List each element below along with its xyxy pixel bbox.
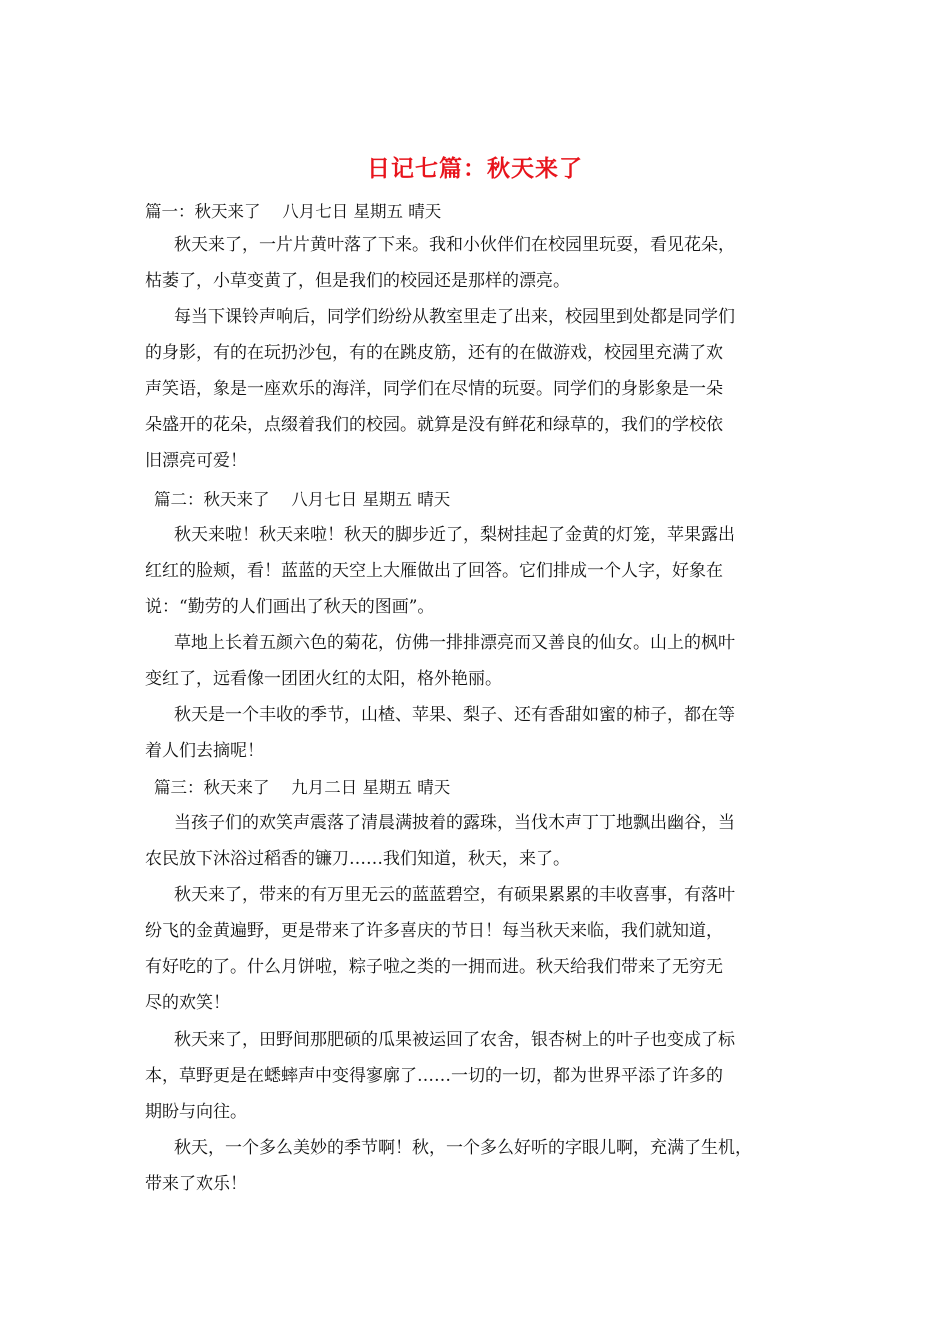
- section-1-line-5: 声笑语，象是一座欢乐的海洋，同学们在尽情的玩耍。同学们的身影象是一朵: [145, 379, 723, 399]
- section-2-line-1: 秋天来啦！秋天来啦！秋天的脚步近了，梨树挂起了金黄的灯笼，苹果露出: [174, 525, 735, 545]
- section-1-line-2: 枯萎了，小草变黄了，但是我们的校园还是那样的漂亮。: [145, 271, 570, 291]
- section-2-line-6: 秋天是一个丰收的季节，山楂、苹果、梨子、还有香甜如蜜的柿子，都在等: [174, 705, 735, 725]
- section-1-line-7: 旧漂亮可爱！: [145, 451, 247, 471]
- section-3-line-2: 农民放下沐浴过稻香的镰刀……我们知道，秋天，来了。: [145, 849, 570, 869]
- section-2-heading: 篇二：秋天来了 八月七日 星期五 晴天: [154, 490, 451, 509]
- section-3-line-11: 带来了欢乐！: [145, 1174, 247, 1194]
- section-3-line-8: 本，草野更是在蟋蟀声中变得寥廓了……一切的一切，都为世界平添了许多的: [145, 1066, 723, 1086]
- section-3-heading: 篇三：秋天来了 九月二日 星期五 晴天: [154, 778, 451, 797]
- section-1-line-4: 的身影，有的在玩扔沙包，有的在跳皮筋，还有的在做游戏，校园里充满了欢: [145, 343, 723, 363]
- section-3-line-9: 期盼与向往。: [145, 1102, 247, 1122]
- section-3-line-1: 当孩子们的欢笑声震落了清晨满披着的露珠，当伐木声丁丁地飘出幽谷，当: [174, 813, 735, 833]
- section-3-line-10: 秋天，一个多么美妙的季节啊！秋，一个多么好听的字眼儿啊，充满了生机，: [174, 1138, 752, 1158]
- section-3-line-7: 秋天来了，田野间那肥硕的瓜果被运回了农舍，银杏树上的叶子也变成了标: [174, 1030, 735, 1050]
- section-1-line-3: 每当下课铃声响后，同学们纷纷从教室里走了出来，校园里到处都是同学们: [174, 307, 735, 327]
- section-3-line-3: 秋天来了，带来的有万里无云的蓝蓝碧空，有硕果累累的丰收喜事，有落叶: [174, 885, 735, 905]
- section-1-line-6: 朵盛开的花朵，点缀着我们的校园。就算是没有鲜花和绿草的，我们的学校依: [145, 415, 723, 435]
- section-2-line-7: 着人们去摘呢！: [145, 741, 264, 761]
- section-3-line-6: 尽的欢笑！: [145, 993, 230, 1013]
- section-2-line-3: 说：“勤劳的人们画出了秋天的图画”。: [145, 597, 435, 617]
- section-2-line-4: 草地上长着五颜六色的菊花，仿佛一排排漂亮而又善良的仙女。山上的枫叶: [174, 633, 735, 653]
- document-title: 日记七篇：秋天来了: [367, 156, 583, 182]
- section-2-line-5: 变红了，远看像一团团火红的太阳，格外艳丽。: [145, 669, 502, 689]
- section-3-line-5: 有好吃的了。什么月饼啦，粽子啦之类的一拥而进。秋天给我们带来了无穷无: [145, 957, 723, 977]
- section-3-line-4: 纷飞的金黄遍野，更是带来了许多喜庆的节日！每当秋天来临，我们就知道，: [145, 921, 723, 941]
- section-1-line-1: 秋天来了，一片片黄叶落了下来。我和小伙伴们在校园里玩耍，看见花朵，: [174, 235, 735, 255]
- section-1-heading: 篇一：秋天来了 八月七日 星期五 晴天: [145, 202, 442, 221]
- section-2-line-2: 红红的脸颊，看！蓝蓝的天空上大雁做出了回答。它们排成一个人字，好象在: [145, 561, 723, 581]
